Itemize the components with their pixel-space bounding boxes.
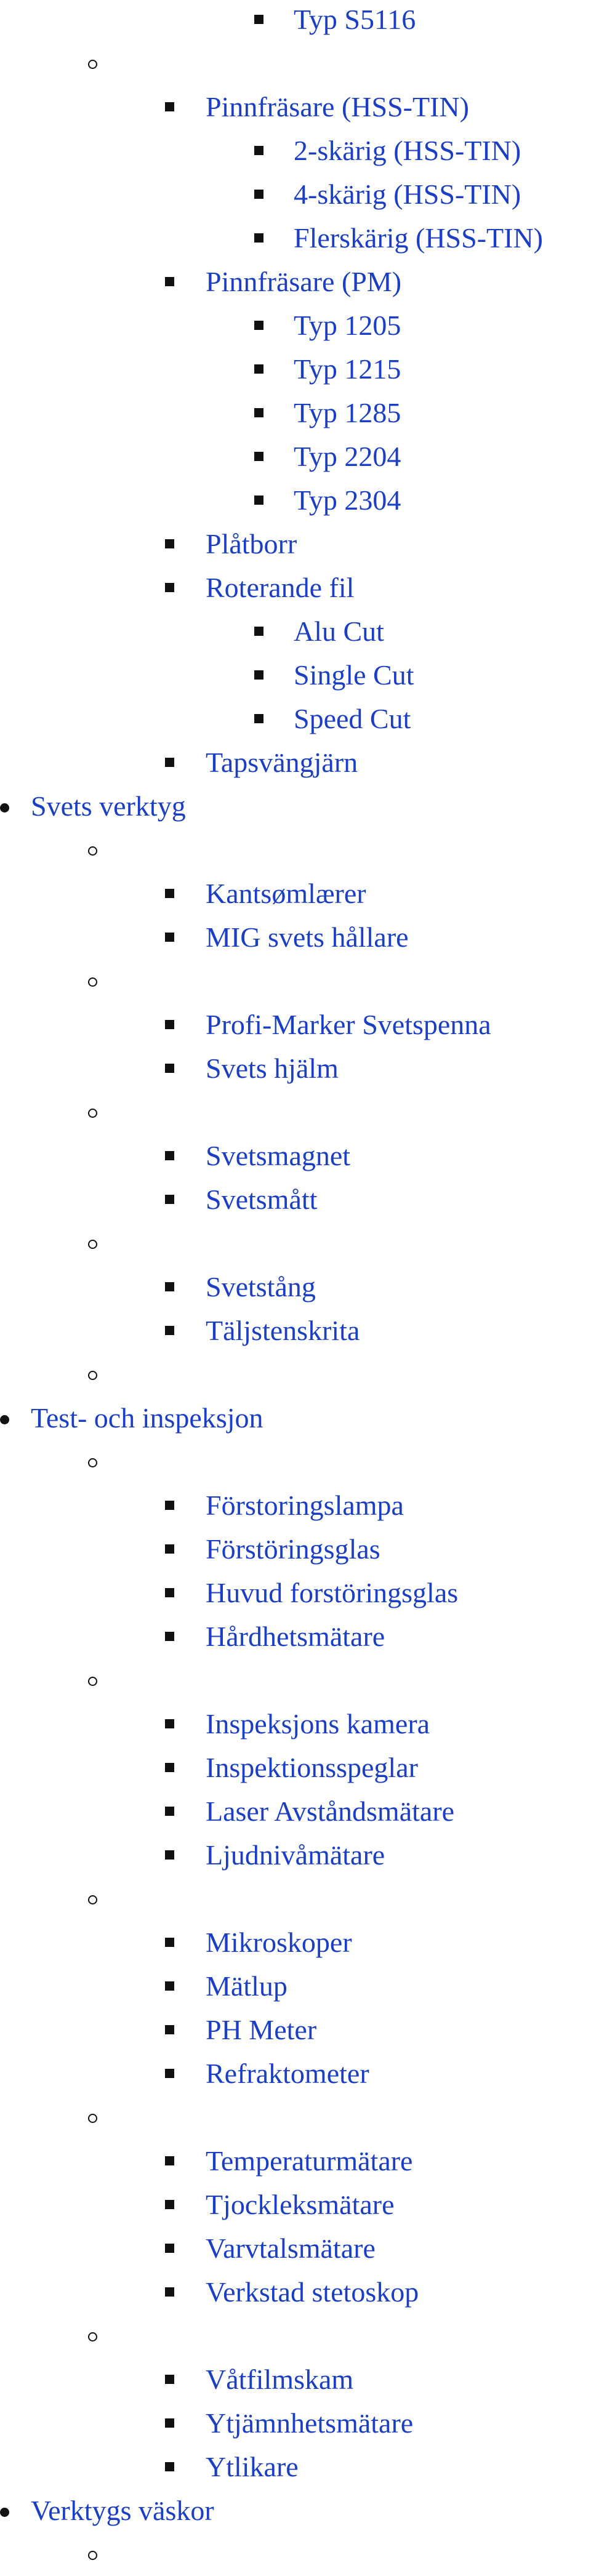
square-bullet-icon (165, 2418, 174, 2428)
menu-link[interactable]: Typ 2204 (294, 441, 401, 472)
menu-link[interactable]: Speed Cut (294, 703, 411, 734)
menu-link[interactable]: 2-skärig (HSS-TIN) (294, 135, 521, 166)
menu-link[interactable]: Laser Avståndsmätare (206, 1796, 455, 1827)
circle-bullet-icon (88, 846, 97, 856)
square-bullet-icon (165, 1981, 174, 1991)
circle-bullet-icon (88, 977, 97, 987)
square-bullet-icon (165, 1763, 174, 1772)
square-bullet-icon (165, 1850, 174, 1860)
menu-link[interactable]: Refraktometer (206, 2058, 369, 2089)
square-bullet-icon (254, 190, 263, 199)
disc-bullet-icon (0, 2508, 9, 2517)
menu-link[interactable]: Mätlup (206, 1970, 287, 2002)
square-bullet-icon (165, 277, 174, 286)
menu-link[interactable]: Kantsømlærer (206, 878, 366, 909)
circle-bullet-icon (88, 1458, 97, 1467)
menu-link[interactable]: Huvud forstöringsglas (206, 1577, 459, 1608)
menu-link[interactable]: Single Cut (294, 659, 414, 691)
square-bullet-icon (165, 889, 174, 898)
menu-link[interactable]: Svetsmagnet (206, 1140, 351, 1171)
square-bullet-icon (165, 2287, 174, 2297)
square-bullet-icon (254, 714, 263, 723)
menu-link[interactable]: Typ S5116 (294, 4, 416, 35)
menu-link[interactable]: Roterande fil (206, 572, 355, 603)
menu-link[interactable]: Typ 2304 (294, 484, 401, 516)
square-bullet-icon (165, 539, 174, 548)
square-bullet-icon (165, 583, 174, 592)
circle-bullet-icon (88, 2551, 97, 2560)
menu-link[interactable]: Ytlikare (206, 2451, 299, 2482)
square-bullet-icon (165, 2156, 174, 2165)
square-bullet-icon (165, 102, 174, 111)
menu-link[interactable]: Svetstång (206, 1271, 316, 1302)
menu-link[interactable]: Profi-Marker Svetspenna (206, 1009, 491, 1040)
menu-link[interactable]: MIG svets hållare (206, 921, 409, 953)
circle-bullet-icon (88, 1240, 97, 1249)
square-bullet-icon (165, 1588, 174, 1597)
menu-link[interactable]: Pinnfräsare (PM) (206, 266, 402, 297)
circle-bullet-icon (88, 60, 97, 69)
circle-bullet-icon (88, 1895, 97, 1904)
menu-link[interactable]: Förstöringsglas (206, 1533, 380, 1565)
menu-link[interactable]: Inspektionsspeglar (206, 1752, 418, 1783)
square-bullet-icon (254, 627, 263, 636)
menu-link[interactable]: Förstoringslampa (206, 1490, 404, 1521)
disc-bullet-icon (0, 1415, 9, 1424)
square-bullet-icon (165, 1938, 174, 1947)
menu-link[interactable]: Verkstad stetoskop (206, 2276, 419, 2308)
menu-link[interactable]: Svets verktyg (31, 790, 186, 822)
square-bullet-icon (165, 1195, 174, 1204)
square-bullet-icon (165, 2069, 174, 2078)
square-bullet-icon (165, 1544, 174, 1554)
menu-link[interactable]: 4-skärig (HSS-TIN) (294, 179, 521, 210)
square-bullet-icon (165, 933, 174, 942)
menu-link[interactable]: Temperaturmätare (206, 2145, 413, 2177)
circle-bullet-icon (88, 2114, 97, 2123)
menu-link[interactable]: Täljstenskrita (206, 1315, 360, 1346)
menu-link[interactable]: Inspeksjons kamera (206, 1708, 430, 1739)
square-bullet-icon (165, 1282, 174, 1291)
menu-link[interactable]: Hårdhetsmätare (206, 1621, 385, 1652)
menu-link[interactable]: Alu Cut (294, 616, 384, 647)
menu-link[interactable]: Svets hjälm (206, 1053, 339, 1084)
menu-link[interactable]: Verktygs väskor (31, 2495, 214, 2526)
square-bullet-icon (165, 1151, 174, 1160)
circle-bullet-icon (88, 1371, 97, 1380)
square-bullet-icon (165, 1807, 174, 1816)
circle-bullet-icon (88, 1677, 97, 1686)
square-bullet-icon (254, 670, 263, 680)
menu-link[interactable]: Typ 1285 (294, 397, 401, 428)
menu-link[interactable]: Typ 1205 (294, 310, 401, 341)
square-bullet-icon (254, 408, 263, 417)
square-bullet-icon (165, 2244, 174, 2253)
square-bullet-icon (165, 1020, 174, 1029)
square-bullet-icon (254, 452, 263, 461)
square-bullet-icon (165, 1064, 174, 1073)
square-bullet-icon (165, 1632, 174, 1641)
menu-link[interactable]: Våtfilmskam (206, 2364, 354, 2395)
square-bullet-icon (254, 321, 263, 330)
menu-link[interactable]: Tjockleksmätare (206, 2189, 395, 2220)
menu-link[interactable]: Pinnfräsare (HSS-TIN) (206, 91, 469, 122)
square-bullet-icon (165, 2200, 174, 2209)
square-bullet-icon (165, 2375, 174, 2384)
square-bullet-icon (165, 1326, 174, 1335)
menu-link[interactable]: Mikroskoper (206, 1927, 352, 1958)
menu-link[interactable]: Varvtalsmätare (206, 2233, 376, 2264)
menu-link[interactable]: Plåtborr (206, 528, 297, 560)
menu-link[interactable]: Typ 1215 (294, 353, 401, 385)
square-bullet-icon (165, 758, 174, 767)
menu-link[interactable]: Flerskärig (HSS-TIN) (294, 222, 543, 254)
circle-bullet-icon (88, 1109, 97, 1118)
disc-bullet-icon (0, 803, 9, 813)
square-bullet-icon (165, 2462, 174, 2471)
square-bullet-icon (165, 1719, 174, 1728)
circle-bullet-icon (88, 2332, 97, 2341)
menu-link[interactable]: Ytjämnhetsmätare (206, 2407, 414, 2439)
square-bullet-icon (254, 15, 263, 24)
square-bullet-icon (254, 364, 263, 374)
menu-link[interactable]: Test- och inspeksjon (31, 1402, 263, 1434)
menu-link[interactable]: Svetsmått (206, 1184, 318, 1215)
square-bullet-icon (254, 496, 263, 505)
square-bullet-icon (254, 146, 263, 155)
square-bullet-icon (165, 2025, 174, 2034)
menu-link[interactable]: PH Meter (206, 2014, 317, 2045)
square-bullet-icon (165, 1501, 174, 1510)
menu-link[interactable]: Ljudnivåmätare (206, 1839, 385, 1871)
menu-link[interactable]: Tapsvängjärn (206, 747, 358, 778)
square-bullet-icon (254, 233, 263, 243)
